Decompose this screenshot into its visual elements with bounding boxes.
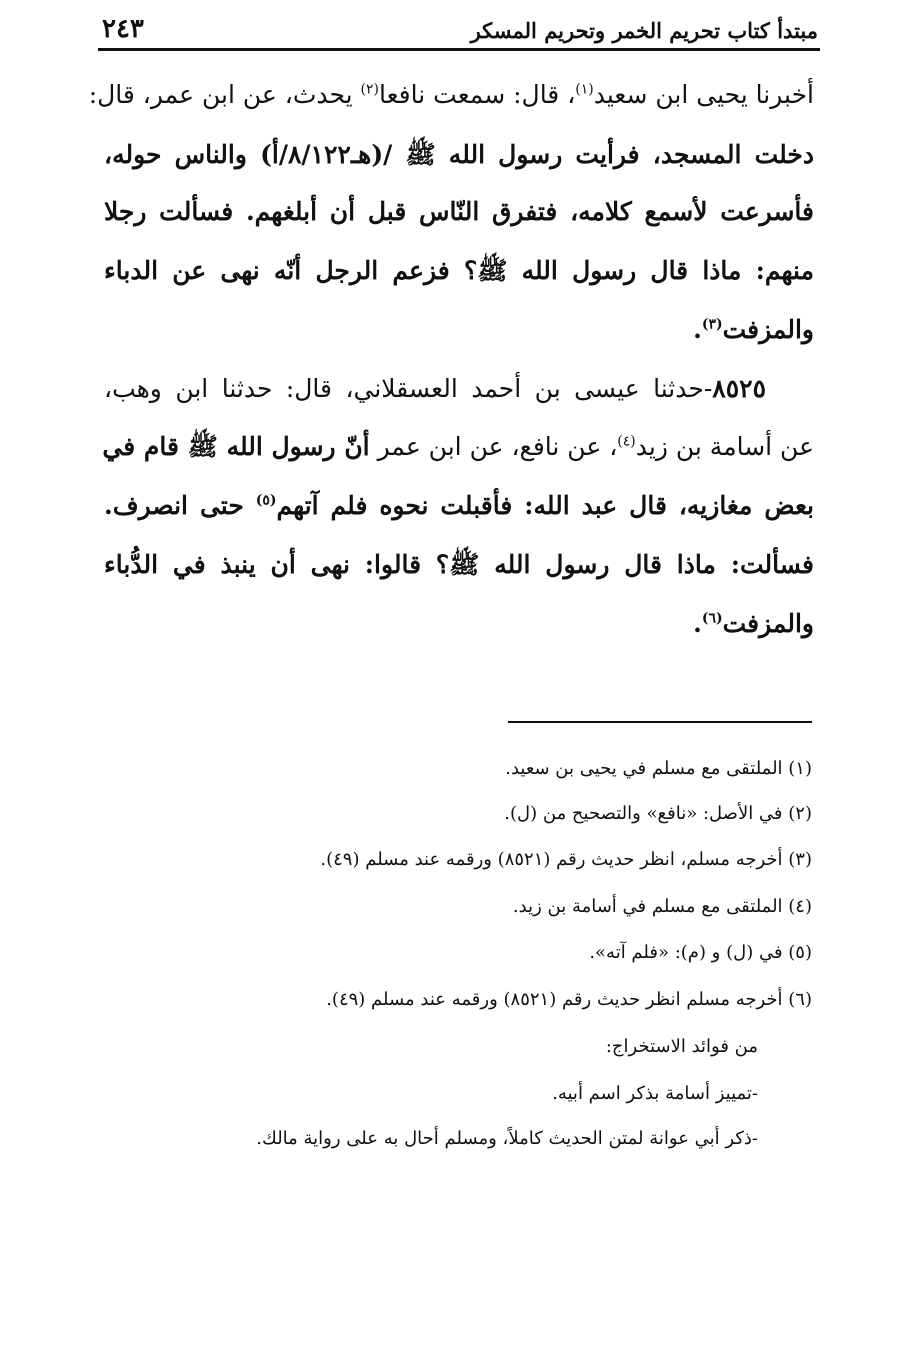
hadith-8525-line: ٨٥٢٥-حدثنا عيسى بن أحمد العسقلاني، قال: حدثنا ابن وهب،	[104, 374, 766, 403]
text-line-9: فسألت: ماذا قال رسول الله ﷺ؟ قالوا: نهى أن ينبذ في الدُّباء	[104, 550, 814, 579]
text-line-1: أخبرنا يحيى ابن سعيد$^{(١)}$، قال: سمعت نافعا$^{(٢)}$ يحدث، عن ابن عمر، قال:	[88, 80, 814, 109]
footnote-1: (١) الملتقى مع مسلم في يحيى بن سعيد.	[505, 758, 812, 779]
footnote-separator	[508, 721, 812, 723]
text-line-4: منهم: ماذا قال رسول الله ﷺ؟ فزعم الرجل أنّه نهى عن الدباء	[104, 256, 814, 285]
footnote-2: (٢) في الأصل: «نافع» والتصحيح من (ل).	[504, 803, 812, 824]
footnote-5: (٥) في (ل) و (م): «فلم آته».	[589, 942, 812, 963]
text-line-3: فأسرعت لأسمع كلامه، فتفرق النّاس قبل أن أبلغهم. فسألت رجلا	[104, 197, 814, 226]
footnote-4: (٤) الملتقى مع مسلم في أسامة بن زيد.	[512, 896, 812, 917]
text-line-10: والمزفت$^{(٦)}$.	[693, 609, 814, 638]
footnote-ref: (٢)	[360, 81, 379, 98]
footnote-ref: (١)	[575, 81, 594, 98]
benefit-item-1: -تمييز أسامة بذكر اسم أبيه.	[552, 1083, 758, 1104]
footnote-ref: (٣)	[701, 316, 723, 333]
page-number: ٢٤٣	[102, 14, 144, 44]
page-header	[98, 14, 818, 48]
running-title: مبتدأ كتاب تحريم الخمر وتحريم المسكر	[470, 18, 818, 43]
footnote-ref: (٥)	[255, 492, 277, 509]
footnote-6: (٦) أخرجه مسلم انظر حديث رقم (٨٥٢١) ورقمه عند مسلم (٤٩).	[326, 989, 812, 1010]
footnote-ref: (٤)	[617, 433, 636, 450]
footnote-3: (٣) أخرجه مسلم، انظر حديث رقم (٨٥٢١) ورقمه عند مسلم (٤٩).	[320, 849, 812, 870]
benefit-item-2: -ذكر أبي عوانة لمتن الحديث كاملاً، ومسلم أحال به على رواية مالك.	[256, 1128, 758, 1149]
text-line-5: والمزفت$^{(٣)}$.	[693, 315, 814, 344]
footnote-ref: (٦)	[701, 610, 723, 627]
hadith-number: ٨٥٢٥	[712, 374, 766, 403]
text-line-7: عن أسامة بن زيد$^{(٤)}$، عن نافع، عن ابن عمر أنّ رسول الله ﷺ قام في	[102, 432, 814, 461]
benefits-heading: من فوائد الاستخراج:	[605, 1036, 758, 1057]
header-rule	[98, 48, 820, 51]
text-line-2: دخلت المسجد، فرأيت رسول الله ﷺ /(هـ٨/١٢٢/أ) والناس حوله،	[104, 140, 814, 169]
text-line-8: بعض مغازيه، قال عبد الله: فأقبلت نحوه فلم آتهم$^{(٥)}$ حتى انصرف.	[104, 491, 815, 520]
